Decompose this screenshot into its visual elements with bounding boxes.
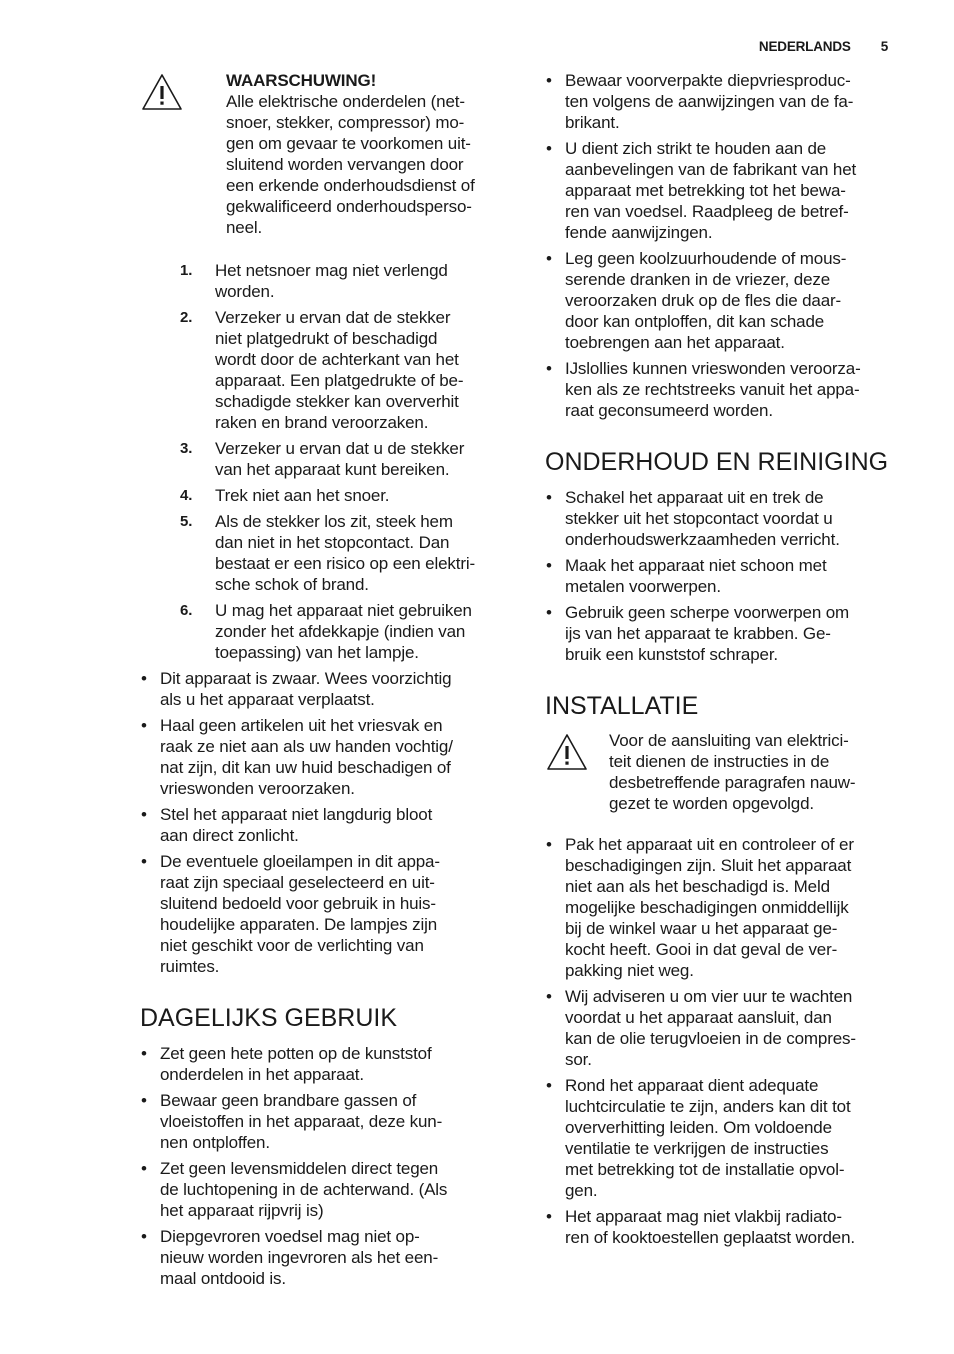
section-title-dagelijks-gebruik: DAGELIJKS GEBRUIK	[140, 1004, 398, 1032]
text-line: • Pak het apparaat uit en controleer of er	[565, 835, 854, 854]
text-line: • U dient zich strikt te houden aan de	[565, 139, 827, 158]
list-item	[180, 511, 512, 595]
page-number: 5	[880, 39, 888, 54]
step-number: 1.	[180, 262, 193, 279]
bullet-list	[545, 487, 900, 665]
text-line: apparaat. Een platgedrukte of be-	[215, 371, 464, 390]
list-item	[545, 602, 900, 665]
warning-text	[226, 91, 512, 238]
list-item	[180, 600, 512, 663]
text-line: • Het apparaat mag niet vlakbij radiato-	[565, 1207, 842, 1226]
text-line: onderhoudswerkzaamheden verricht.	[565, 530, 840, 549]
list-item	[545, 834, 900, 981]
list-item	[140, 1226, 512, 1289]
warning-triangle-icon	[545, 732, 589, 772]
text-line: raken en brand veroorzaken.	[215, 413, 429, 432]
text-line: Als de stekker los zit, steek hem	[215, 512, 453, 531]
text-line: schadigde stekker kan oververhit	[215, 392, 459, 411]
text-line: • Wij adviseren u om vier uur te wachten	[565, 987, 853, 1006]
text-line: luchtcirculatie te zijn, anders kan dit tot	[565, 1097, 851, 1116]
list-item	[545, 70, 900, 133]
text-line: • Haal geen artikelen uit het vriesvak en	[160, 716, 443, 735]
text-line: • Maak het apparaat niet schoon met	[565, 556, 827, 575]
list-item	[140, 1090, 512, 1153]
text-line: sche schok of brand.	[215, 575, 369, 594]
bullet-list	[140, 668, 512, 977]
text-line: aan direct zonlicht.	[160, 826, 299, 845]
section-title-installatie: INSTALLATIE	[545, 692, 699, 720]
bullet-list	[545, 70, 900, 421]
text-line: • Leg geen koolzuurhoudende of mous-	[565, 249, 847, 268]
text-line: dan niet in het stopcontact. Dan	[215, 533, 450, 552]
text-line: vloeistoffen in het apparaat, deze kun-	[160, 1112, 443, 1131]
text-line: Voor de aansluiting van elektrici-	[609, 731, 849, 750]
text-line: brikant.	[565, 113, 620, 132]
text-line: • Zet geen levensmiddelen direct tegen	[160, 1159, 439, 1178]
step-number: 2.	[180, 309, 193, 326]
text-line: bestaat er een risico op een elektri-	[215, 554, 475, 573]
text-line: nen ontploffen.	[160, 1133, 270, 1152]
text-line: apparaat met betrekking tot het bewa-	[565, 181, 846, 200]
list-item	[140, 668, 512, 710]
text-line: bruik een kunststof schraper.	[565, 645, 778, 664]
text-line: • Bewaar voorverpakte diepvriesproduc-	[565, 71, 851, 90]
text-line: teit dienen de instructies in de	[609, 752, 830, 771]
text-line: houdelijke apparaten. De lampjes zijn	[160, 915, 438, 934]
text-line: gen.	[565, 1181, 598, 1200]
text-line: • Rond het apparaat dient adequate	[565, 1076, 819, 1095]
text-line: gen om gevaar te voorkomen uit-	[226, 134, 471, 153]
text-line: de luchtopening in de achterwand. (Als	[160, 1180, 448, 1199]
list-item	[140, 851, 512, 977]
list-item	[545, 358, 900, 421]
warning-text	[609, 730, 900, 814]
text-line: vrieswonden veroorzaken.	[160, 779, 355, 798]
text-line: raak ze niet aan als uw handen vochtig/	[160, 737, 453, 756]
text-line: raat zijn speciaal geselecteerd en uit-	[160, 873, 435, 892]
list-item	[545, 1075, 900, 1201]
text-line: sluitend bedoeld voor gebruik in huis-	[160, 894, 436, 913]
text-line: stekker uit het stopcontact voordat u	[565, 509, 833, 528]
text-line: niet geschikt voor de verlichting van	[160, 936, 424, 955]
text-line: fende aanwijzingen.	[565, 223, 713, 242]
list-item	[140, 1158, 512, 1221]
text-line: aanbevelingen van de fabrikant van het	[565, 160, 857, 179]
warning-triangle-icon	[140, 72, 184, 112]
list-item	[140, 715, 512, 799]
text-line: Het netsnoer mag niet verlengd	[215, 261, 448, 280]
text-line: bij de winkel waar u het apparaat ge-	[565, 919, 838, 938]
text-line: gekwalificeerd onderhoudsperso-	[226, 197, 472, 216]
text-line: serende dranken in de vriezer, deze	[565, 270, 831, 289]
text-line: toepassing) van het lampje.	[215, 643, 419, 662]
list-item	[180, 485, 512, 506]
list-item	[545, 248, 900, 353]
step-number: 3.	[180, 440, 193, 457]
text-line: ijs van het apparaat te krabben. Ge-	[565, 624, 831, 643]
text-line: ren van voedsel. Raadpleeg de betref-	[565, 202, 849, 221]
text-line: metalen voorwerpen.	[565, 577, 721, 596]
text-line: voordat u het apparaat aansluit, dan	[565, 1008, 832, 1027]
text-line: niet aan als het beschadigd is. Meld	[565, 877, 830, 896]
list-item	[180, 260, 512, 302]
text-line: beschadigingen zijn. Sluit het apparaat	[565, 856, 852, 875]
text-line: zonder het afdekkapje (indien van	[215, 622, 466, 641]
text-line: mogelijke beschadigingen onmiddellijk	[565, 898, 849, 917]
text-line: worden.	[215, 282, 275, 301]
text-line: U mag het apparaat niet gebruiken	[215, 601, 472, 620]
text-line: • Stel het apparaat niet langdurig bloot	[160, 805, 433, 824]
text-line: door kan ontploffen, dit kan schade	[565, 312, 825, 331]
text-line: • Zet geen hete potten op de kunststof	[160, 1044, 432, 1063]
page-header	[759, 39, 888, 54]
text-line: raat geconsumeerd worden.	[565, 401, 773, 420]
text-line: pakking niet weg.	[565, 961, 694, 980]
text-line: ren of kooktoestellen geplaatst worden.	[565, 1228, 855, 1247]
list-item	[180, 307, 512, 433]
text-line: • Bewaar geen brandbare gassen of	[160, 1091, 417, 1110]
list-item	[545, 487, 900, 550]
list-item	[545, 138, 900, 243]
text-line: als u het apparaat verplaatst.	[160, 690, 375, 709]
list-item	[140, 1043, 512, 1085]
text-line: veroorzaken druk op de fles die daar-	[565, 291, 842, 310]
text-line: Verzeker u ervan dat de stekker	[215, 308, 451, 327]
text-line: • Schakel het apparaat uit en trek de	[565, 488, 824, 507]
text-line: nieuw worden ingevroren als het een-	[160, 1248, 439, 1267]
numbered-steps	[140, 260, 512, 663]
text-line: snoer, stekker, compressor) mo-	[226, 113, 465, 132]
left-column	[140, 70, 512, 1294]
installatie-warning-block	[545, 730, 900, 814]
list-item	[545, 986, 900, 1070]
text-line: toebrengen aan het apparaat.	[565, 333, 785, 352]
text-line: het apparaat rijpvrij is)	[160, 1201, 324, 1220]
text-line: van het apparaat kunt bereiken.	[215, 460, 450, 479]
header-language: NEDERLANDS	[758, 39, 851, 54]
step-number: 4.	[180, 487, 193, 504]
text-line: • De eventuele gloeilampen in dit appa-	[160, 852, 440, 871]
text-line: sluitend worden vervangen door	[226, 155, 464, 174]
bullet-list	[545, 834, 900, 1248]
text-line: neel.	[226, 218, 263, 237]
text-line: niet platgedrukt of beschadigd	[215, 329, 438, 348]
text-line: Trek niet aan het snoer.	[215, 486, 390, 505]
warning-block	[140, 70, 512, 238]
text-line: ventilatie te verkrijgen de instructies	[565, 1139, 829, 1158]
text-line: desbetreffende paragrafen nauw-	[609, 773, 856, 792]
text-line: ruimtes.	[160, 957, 220, 976]
text-line: een erkende onderhoudsdienst of	[226, 176, 475, 195]
text-line: kan de olie terugvloeien in de compres-	[565, 1029, 856, 1048]
text-line: • Gebruik geen scherpe voorwerpen om	[565, 603, 850, 622]
text-line: oververhitting leiden. Om voldoende	[565, 1118, 832, 1137]
text-line: onderdelen in het apparaat.	[160, 1065, 364, 1084]
text-line: maal ontdooid is.	[160, 1269, 286, 1288]
step-number: 6.	[180, 602, 193, 619]
text-line: nat zijn, dit kan uw huid beschadigen of	[160, 758, 451, 777]
list-item	[545, 1206, 900, 1248]
list-item	[180, 438, 512, 480]
text-line: Alle elektrische onderdelen (net-	[226, 92, 465, 111]
text-line: • Diepgevroren voedsel mag niet op-	[160, 1227, 420, 1246]
right-column	[545, 70, 900, 1253]
warning-title: WAARSCHUWING!	[226, 71, 377, 90]
list-item	[140, 804, 512, 846]
text-line: ten volgens de aanwijzingen van de fa-	[565, 92, 854, 111]
text-line: • Dit apparaat is zwaar. Wees voorzichtig	[160, 669, 452, 688]
text-line: gezet te worden opgevolgd.	[609, 794, 814, 813]
step-number: 5.	[180, 513, 193, 530]
text-line: ken als ze rechtstreeks vanuit het appa-	[565, 380, 860, 399]
text-line: Verzeker u ervan dat u de stekker	[215, 439, 465, 458]
text-line: • IJslollies kunnen vrieswonden veroorza-	[565, 359, 861, 378]
list-item	[545, 555, 900, 597]
section-title-onderhoud-en-reiniging: ONDERHOUD EN REINIGING	[545, 448, 889, 476]
bullet-list	[140, 1043, 512, 1289]
text-line: sor.	[565, 1050, 592, 1069]
text-line: wordt door de achterkant van het	[215, 350, 459, 369]
text-line: met betrekking tot de installatie opvol-	[565, 1160, 845, 1179]
text-line: kocht heeft. Gooi in dat geval de ver-	[565, 940, 838, 959]
